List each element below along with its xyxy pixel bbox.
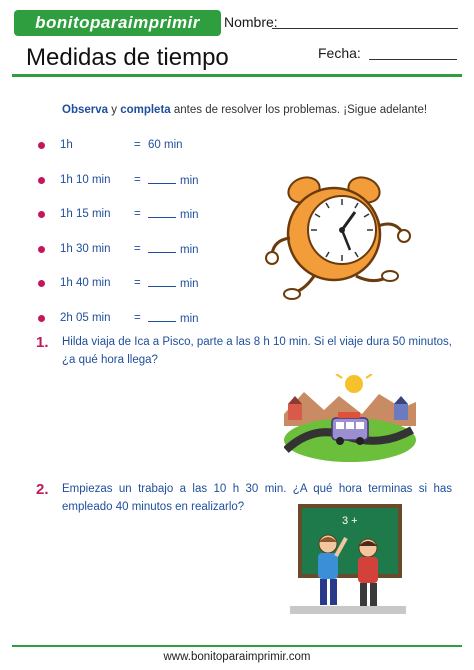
conversion-right bbox=[148, 139, 183, 151]
conversion-row bbox=[38, 275, 199, 291]
instr-y: y bbox=[111, 104, 117, 116]
conversion-unit: min bbox=[164, 139, 183, 151]
answer-blank[interactable] bbox=[148, 207, 176, 218]
bullet-icon bbox=[38, 177, 45, 184]
bullet-icon bbox=[38, 246, 45, 253]
conversion-left: 1h 40 min bbox=[60, 277, 111, 289]
site-logo bbox=[14, 10, 221, 36]
kids-chalkboard-illustration bbox=[290, 502, 406, 616]
header-divider bbox=[12, 74, 462, 77]
conversion-unit: min bbox=[180, 209, 199, 221]
footer-url[interactable]: www.bonitoparaimprimir.com bbox=[163, 651, 311, 663]
conversion-equals: = bbox=[134, 174, 141, 186]
nombre-field[interactable] bbox=[272, 28, 458, 29]
nombre-label: Nombre: bbox=[224, 14, 278, 30]
logo-text: bonitoparaimprimir bbox=[35, 13, 200, 32]
conversion-unit: min bbox=[180, 244, 199, 256]
problem-text: Empiezas un trabajo a las 10 h 30 min. ¿A qué hora terminas si has empleado 40 minutos en realizarlo? bbox=[62, 483, 452, 513]
fecha-field[interactable] bbox=[369, 59, 457, 60]
conversion-row bbox=[38, 310, 199, 326]
bullet-icon bbox=[38, 211, 45, 218]
answer-blank[interactable] bbox=[148, 242, 176, 253]
page-title: Medidas de tiempo bbox=[26, 44, 229, 71]
conversion-left: 1h bbox=[60, 139, 73, 151]
conversion-right bbox=[148, 173, 199, 187]
conversion-right bbox=[148, 207, 199, 221]
bus-landscape-illustration bbox=[284, 374, 416, 462]
instr-observa: Observa bbox=[62, 104, 109, 116]
instructions bbox=[62, 104, 427, 116]
conversion-equals: = bbox=[134, 312, 141, 324]
problem-text: Hilda viaja de Ica a Pisco, parte a las 8 h 10 min. Si el viaje dura 50 minutos, ¿a qué hora llega? bbox=[62, 336, 452, 366]
conversion-row bbox=[38, 241, 199, 257]
conversion-unit: min bbox=[180, 313, 199, 325]
instr-completa: completa bbox=[120, 104, 171, 116]
fecha-label: Fecha: bbox=[318, 45, 361, 61]
bullet-icon bbox=[38, 315, 45, 322]
conversion-left: 1h 15 min bbox=[60, 208, 111, 220]
answer-blank[interactable] bbox=[148, 173, 176, 184]
conversion-equals: = bbox=[134, 243, 141, 255]
conversion-left: 1h 10 min bbox=[60, 174, 111, 186]
problem-number: 2. bbox=[36, 481, 49, 498]
conversion-left: 2h 05 min bbox=[60, 312, 111, 324]
problem-number: 1. bbox=[36, 334, 49, 351]
conversion-equals: = bbox=[134, 277, 141, 289]
footer-divider bbox=[12, 645, 462, 647]
conversion-right bbox=[148, 311, 199, 325]
bullet-icon bbox=[38, 142, 45, 149]
conversion-row bbox=[38, 206, 199, 222]
conversion-equals: = bbox=[134, 208, 141, 220]
chalkboard-text: 3 + bbox=[342, 515, 358, 527]
alarm-clock-illustration bbox=[262, 168, 412, 308]
conversion-right bbox=[148, 276, 199, 290]
conversion-unit: min bbox=[180, 175, 199, 187]
bullet-icon bbox=[38, 280, 45, 287]
conversion-row bbox=[38, 137, 183, 153]
conversion-left: 1h 30 min bbox=[60, 243, 111, 255]
conversion-right bbox=[148, 242, 199, 256]
answer-blank[interactable] bbox=[148, 276, 176, 287]
answer-blank[interactable] bbox=[148, 311, 176, 322]
conversion-unit: min bbox=[180, 278, 199, 290]
conversion-row bbox=[38, 172, 199, 188]
conversion-equals: = bbox=[134, 139, 141, 151]
conversion-answer: 60 bbox=[148, 139, 161, 151]
instr-rest: antes de resolver los problemas. ¡Sigue adelante! bbox=[173, 104, 428, 116]
